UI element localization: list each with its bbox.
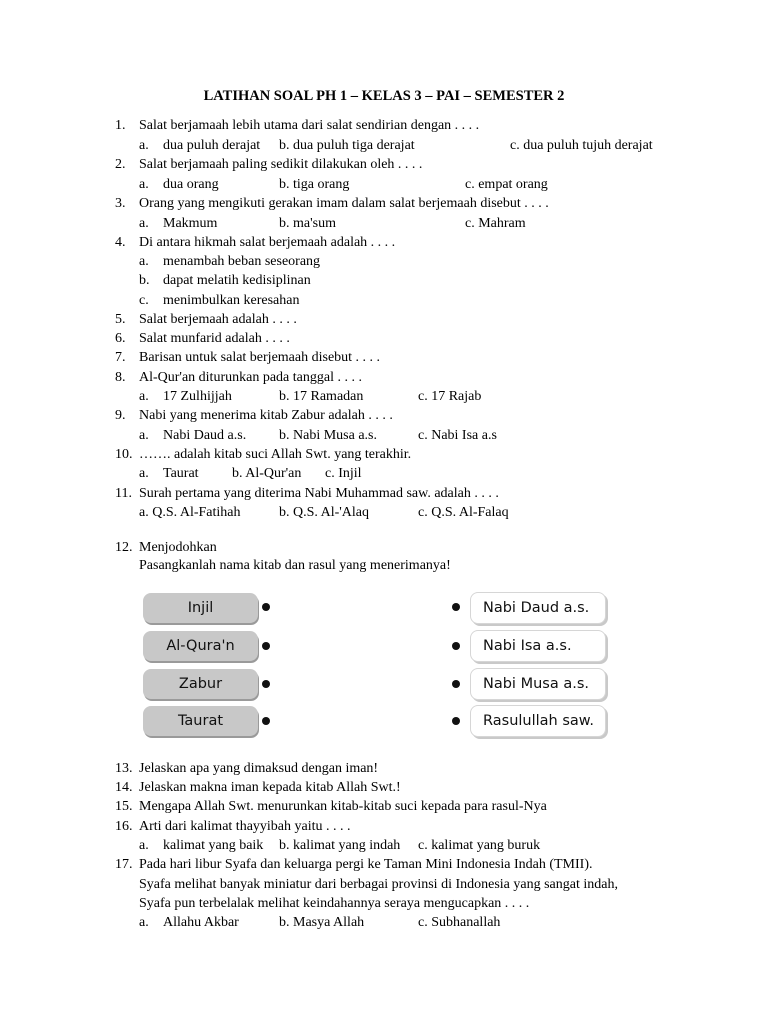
option-b: b. 17 Ramadan — [279, 389, 364, 404]
option-letter: a. — [139, 254, 149, 269]
option-b: b. kalimat yang indah — [279, 838, 401, 853]
question-text: Barisan untuk salat berjemaah disebut . . . . — [139, 350, 381, 365]
matching-right-item: Nabi Musa a.s. — [470, 668, 606, 700]
option-letter: a. — [139, 466, 149, 481]
option-b: b. Al-Qur'an — [232, 466, 302, 481]
option-a: kalimat yang baik — [163, 838, 264, 853]
matching-right-dot[interactable] — [452, 680, 460, 688]
option-letter: a. — [139, 838, 149, 853]
question-text: Salat berjemaah adalah . . . . — [139, 312, 297, 327]
option-c: c. Mahram — [465, 216, 526, 231]
option-letter: a. — [139, 138, 149, 153]
question-number: 7. — [115, 350, 126, 365]
matching-right-item: Nabi Isa a.s. — [470, 630, 606, 662]
question-text: Jelaskan makna iman kepada kitab Allah Swt.! — [139, 780, 401, 795]
matching-left-dot[interactable] — [262, 642, 270, 650]
question-number: 6. — [115, 331, 126, 346]
option-b: b. ma'sum — [279, 216, 336, 231]
matching-left-dot[interactable] — [262, 680, 270, 688]
option-a: Taurat — [163, 466, 199, 481]
matching-right-item: Nabi Daud a.s. — [470, 592, 606, 624]
matching-right-item: Rasulullah saw. — [470, 705, 606, 737]
option-a: Nabi Daud a.s. — [163, 428, 247, 443]
question-number: 1. — [115, 118, 126, 133]
question-number: 10. — [115, 447, 133, 462]
matching-left-dot[interactable] — [262, 717, 270, 725]
question-text: Salat berjamaah lebih utama dari salat sendirian dengan . . . . — [139, 118, 480, 133]
matching-right-dot[interactable] — [452, 603, 460, 611]
matching-right-dot[interactable] — [452, 642, 460, 650]
question-number: 16. — [115, 819, 133, 834]
option-c: c. kalimat yang buruk — [418, 838, 541, 853]
option-b: b. Masya Allah — [279, 915, 365, 930]
question-number: 17. — [115, 857, 133, 872]
question-text: Orang yang mengikuti gerakan imam dalam salat berjemaah disebut . . . . — [139, 196, 549, 211]
question-number: 5. — [115, 312, 126, 327]
option-a: dua puluh derajat — [163, 138, 261, 153]
option-c: menimbulkan keresahan — [163, 293, 300, 308]
option-a: Allahu Akbar — [163, 915, 239, 930]
option-c: c. Subhanallah — [418, 915, 501, 930]
option-b: b. Q.S. Al-'Alaq — [279, 505, 370, 520]
matching-left-item: Al-Qura'n — [143, 631, 258, 661]
question-text: ……. adalah kitab suci Allah Swt. yang terakhir. — [139, 447, 412, 462]
option-a: menambah beban seseorang — [163, 254, 321, 269]
option-a: a. Q.S. Al-Fatihah — [139, 505, 241, 520]
matching-left-item: Zabur — [143, 669, 258, 699]
matching-left-item: Taurat — [143, 706, 258, 736]
question-number: 3. — [115, 196, 126, 211]
option-a: 17 Zulhijjah — [163, 389, 232, 404]
question-text: Nabi yang menerima kitab Zabur adalah . . . . — [139, 408, 393, 423]
question-number: 8. — [115, 370, 126, 385]
question-text: Syafa melihat banyak miniatur dari berbagai provinsi di Indonesia yang sangat indah, — [139, 877, 618, 892]
option-c: c. Injil — [325, 466, 362, 481]
matching-exercise — [140, 588, 610, 748]
question-number: 2. — [115, 157, 126, 172]
instruction-text: Pasangkanlah nama kitab dan rasul yang menerimanya! — [139, 558, 451, 573]
option-letter: a. — [139, 216, 149, 231]
question-text: Syafa pun terbelalak melihat keindahannya seraya mengucapkan . . . . — [139, 896, 530, 911]
question-text: Al-Qur'an diturunkan pada tanggal . . . . — [139, 370, 362, 385]
option-c: c. Nabi Isa a.s — [418, 428, 497, 443]
option-letter: c. — [139, 293, 149, 308]
question-text: Salat berjamaah paling sedikit dilakukan oleh . . . . — [139, 157, 423, 172]
page-title: LATIHAN SOAL PH 1 – KELAS 3 – PAI – SEMESTER 2 — [203, 88, 565, 104]
question-text: Di antara hikmah salat berjemaah adalah . . . . — [139, 235, 396, 250]
question-text: Mengapa Allah Swt. menurunkan kitab-kitab suci kepada para rasul-Nya — [139, 799, 547, 814]
question-text: Surah pertama yang diterima Nabi Muhammad saw. adalah . . . . — [139, 486, 499, 501]
option-letter: a. — [139, 915, 149, 930]
option-c: c. dua puluh tujuh derajat — [510, 138, 653, 153]
option-c: c. 17 Rajab — [418, 389, 482, 404]
question-text: Menjodohkan — [139, 540, 217, 555]
option-b: b. Nabi Musa a.s. — [279, 428, 377, 443]
option-c: c. Q.S. Al-Falaq — [418, 505, 509, 520]
question-number: 9. — [115, 408, 126, 423]
question-text: Jelaskan apa yang dimaksud dengan iman! — [139, 761, 379, 776]
matching-left-item: Injil — [143, 593, 258, 623]
question-number: 12. — [115, 540, 133, 555]
question-number: 4. — [115, 235, 126, 250]
option-letter: a. — [139, 428, 149, 443]
option-b: dapat melatih kedisiplinan — [163, 273, 311, 288]
question-number: 11. — [115, 486, 132, 501]
question-number: 14. — [115, 780, 133, 795]
option-letter: a. — [139, 389, 149, 404]
option-letter: a. — [139, 177, 149, 192]
option-a: dua orang — [163, 177, 219, 192]
matching-right-dot[interactable] — [452, 717, 460, 725]
option-a: Makmum — [163, 216, 218, 231]
matching-left-dot[interactable] — [262, 603, 270, 611]
option-letter: b. — [139, 273, 150, 288]
option-b: b. dua puluh tiga derajat — [279, 138, 415, 153]
question-text: Arti dari kalimat thayyibah yaitu . . . . — [139, 819, 351, 834]
option-c: c. empat orang — [465, 177, 548, 192]
option-b: b. tiga orang — [279, 177, 350, 192]
question-text: Salat munfarid adalah . . . . — [139, 331, 290, 346]
question-number: 13. — [115, 761, 133, 776]
question-number: 15. — [115, 799, 133, 814]
question-text: Pada hari libur Syafa dan keluarga pergi ke Taman Mini Indonesia Indah (TMII). — [139, 857, 593, 872]
